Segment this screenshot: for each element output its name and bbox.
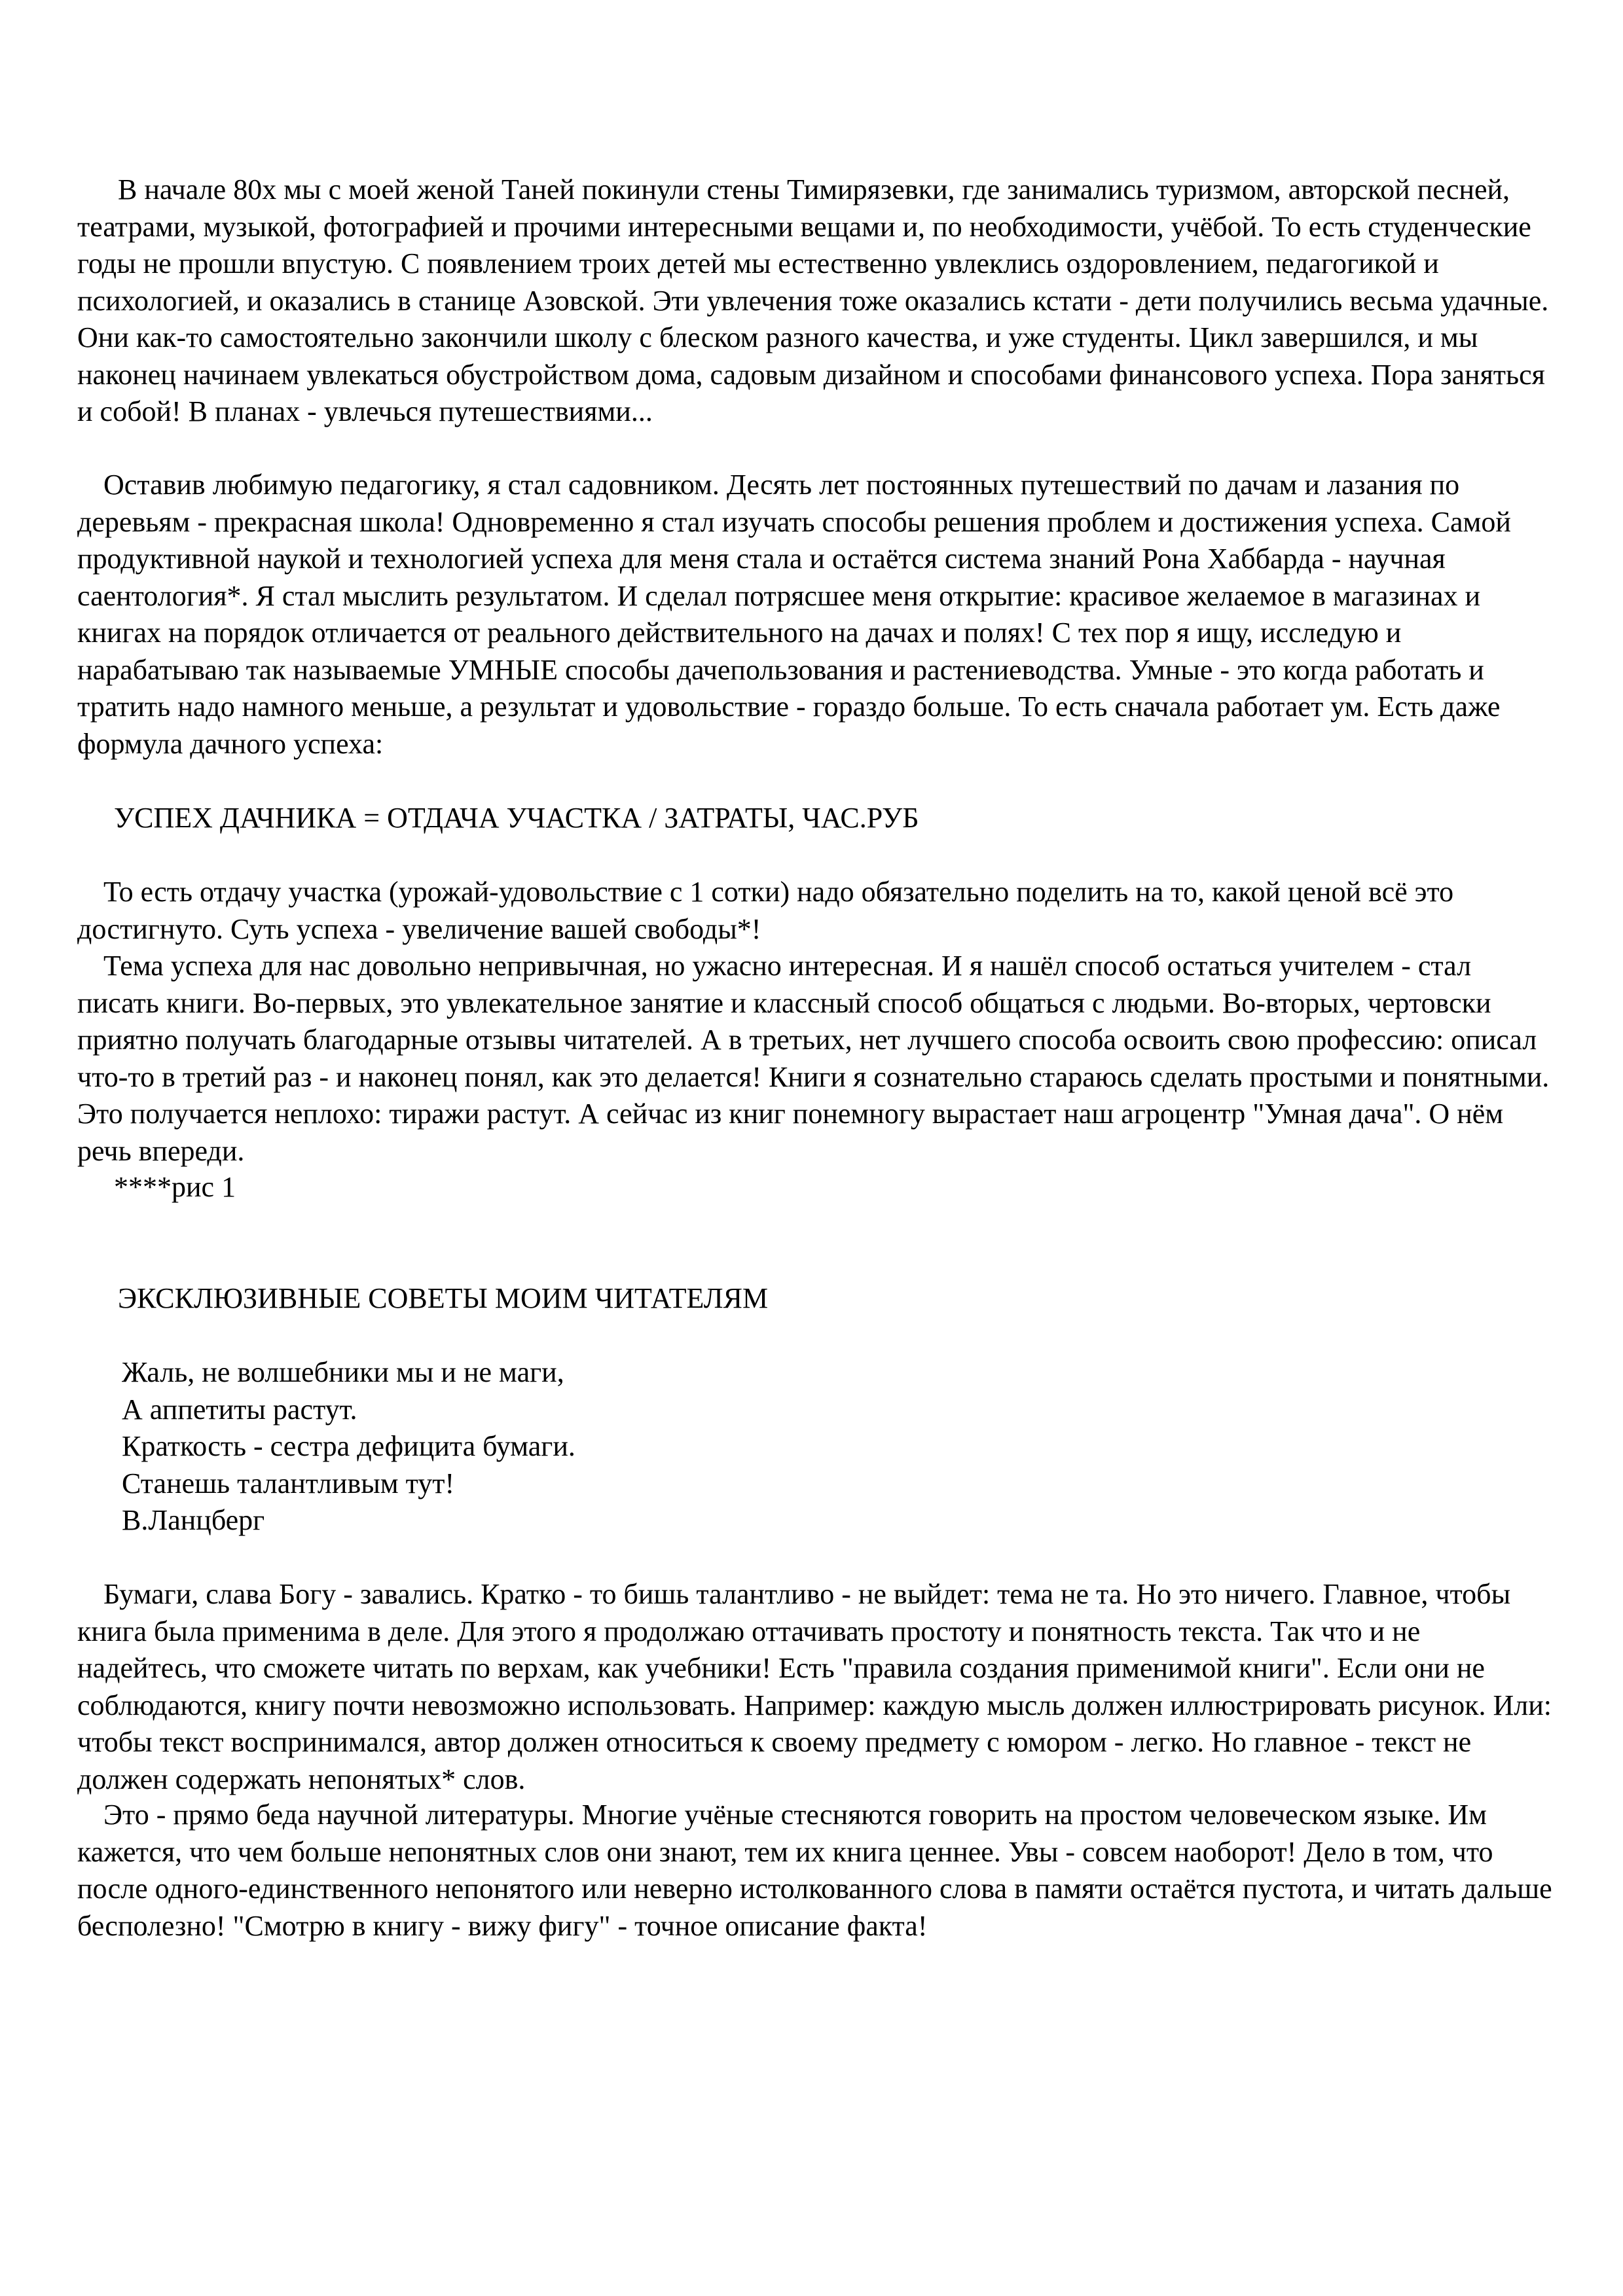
section-heading: ЭКСКЛЮЗИВНЫЕ СОВЕТЫ МОИМ ЧИТАТЕЛЯМ xyxy=(118,1282,769,1314)
paragraph-gardener: Оставив любимую педагогику, я стал садовником. Десять лет постоянных путешествий по дачам и лазания по деревьям - прекрасная школа! Одновременно я стал изучать способы решения проблем и достижения успеха. Самой продуктивной наукой и технологией успеха для меня стала и остаётся система знаний Рона Хаббарда - научная саентология*. Я стал мыслить результатом. И сделал потрясшее меня открытие: красивое желаемое в магазинах и книгах на порядок отличается от реального действительного на дачах и полях! С тех пор я ищу, исследую и нарабатываю так называемые УМНЫЕ способы дачепользования и растениеводства. Умные - это когда работать и тратить надо намного меньше, а результат и удовольствие - гораздо больше. То есть сначала работает ум. Есть даже формула дачного успеха: xyxy=(77,469,1511,760)
epigraph-line: А аппетиты растут. xyxy=(122,1393,357,1426)
paragraph-writing-books: Тема успеха для нас довольно непривычная, но ужасно интересная. И я нашёл способ остаться учителем - стал писать книги. Во-первых, это увлекательное занятие и классный способ общаться с людьми. Во-вторых, чертовски приятно получать благодарные отзывы читателей. А в третьих, нет лучшего способа освоить свою профессию: описал что-то в третий раз - и наконец понял, как это делается! Книги я сознательно стараюсь сделать простыми и понятными. Это получается неплохо: тиражи растут. А сейчас из книг понемногу вырастает наш агроцентр "Умная дача". О нём речь впереди. xyxy=(77,950,1550,1167)
figure-reference: ****рис 1 xyxy=(114,1171,236,1203)
epigraph-author: В.Ланцберг xyxy=(122,1504,265,1536)
epigraph-line: Станешь талантливым тут! xyxy=(122,1467,455,1499)
epigraph xyxy=(122,1354,575,1539)
epigraph-line: Жаль, не волшебники мы и не маги, xyxy=(122,1356,564,1388)
paragraph-scientific-literature: Это - прямо беда научной литературы. Многие учёные стесняются говорить на простом человеческом языке. Им кажется, что чем больше непонятных слов они знают, тем их книга ценнее. Увы - совсем наоборот! Дело в том, что после одного-единственного непонятого или неверно истолкованного слова в памяти остаётся пустота, и читать дальше бесполезно! "Смотрю в книгу - вижу фигу" - точное описание факта! xyxy=(77,1799,1552,1942)
paragraph-success-essence: То есть отдачу участка (урожай-удовольствие с 1 сотки) надо обязательно поделить на то, какой ценой всё это достигнуто. Суть успеха - увеличение вашей свободы*! xyxy=(77,876,1454,945)
success-formula: УСПЕХ ДАЧНИКА = ОТДАЧА УЧАСТКА / ЗАТРАТЫ, ЧАС.РУБ xyxy=(114,802,919,834)
paragraph-applicable-book: Бумаги, слава Богу - завались. Кратко - то бишь талантливо - не выйдет: тема не та. Но это ничего. Главное, чтобы книга была применима в деле. Для этого я продолжаю оттачивать простоту и понятность текста. Так что и не надейтесь, что сможете читать по верхам, как учебники! Есть "правила создания применимой книги". Если они не соблюдаются, книгу почти невозможно использовать. Например: каждую мысль должен иллюстрировать рисунок. Или: чтобы текст воспринимался, автор должен относиться к своему предмету с юмором - легко. Но главное - текст не должен содержать непонятых* слов. xyxy=(77,1578,1552,1795)
paragraph-intro: В начале 80х мы с моей женой Таней покинули стены Тимирязевки, где занимались туризмом, авторской песней, театрами, музыкой, фотографией и прочими интересными вещами и, по необходимости, учёбой. То есть студенческие годы не прошли впустую. С появлением троих детей мы естественно увлеклись оздоровлением, педагогикой и психологией, и оказались в станице Азовской. Эти увлечения тоже оказались кстати - дети получились весьма удачные. Они как-то самостоятельно закончили школу с блеском разного качества, и уже студенты. Цикл завершился, и мы наконец начинаем увлекаться обустройством дома, садовым дизайном и способами финансового успеха. Пора заняться и собой! В планах - увлечься путешествиями... xyxy=(77,173,1549,427)
epigraph-line: Краткость - сестра дефицита бумаги. xyxy=(122,1430,575,1462)
